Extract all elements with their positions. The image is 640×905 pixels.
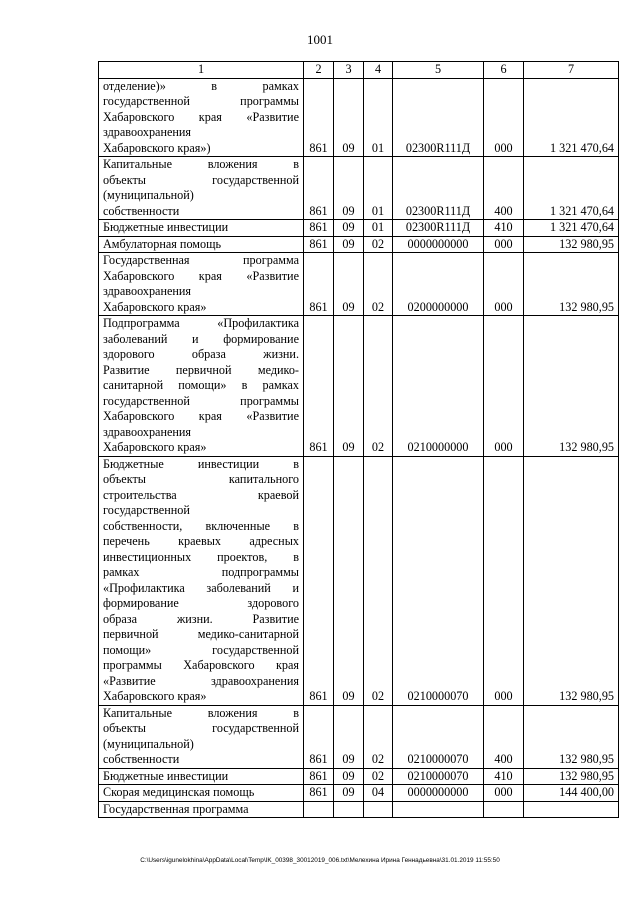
header-cell-2: 2: [304, 62, 334, 79]
item-name-line: отделение)» в рамках: [103, 78, 299, 93]
item-name-line: объекты государственной: [103, 172, 299, 187]
cell-amount: 1 321 470,64: [524, 78, 619, 157]
budget-table: [98, 61, 619, 818]
item-name-line: Бюджетные инвестиции: [103, 220, 229, 234]
cell-subsection: 01: [364, 157, 393, 220]
item-name-line: объекты государственной: [103, 721, 299, 735]
item-name-line: Капитальные вложения в: [103, 157, 299, 171]
cell-expense-type: 410: [484, 220, 524, 237]
table-row: [99, 801, 619, 818]
item-name-line: собственности: [103, 203, 180, 218]
cell-admin-code: 861: [304, 78, 334, 157]
cell-subsection: 02: [364, 456, 393, 705]
cell-amount: 132 980,95: [524, 253, 619, 316]
cell-section: 09: [334, 236, 364, 253]
cell-admin-code: 861: [304, 253, 334, 316]
cell-item-name: [99, 253, 304, 316]
cell-subsection: 01: [364, 220, 393, 237]
item-name-line: рамках подпрограммы: [103, 565, 299, 579]
cell-subsection: 02: [364, 768, 393, 785]
cell-subsection: 04: [364, 785, 393, 802]
cell-admin-code: 861: [304, 456, 334, 705]
item-name-line: собственности: [103, 752, 180, 766]
item-name-line: образа жизни. Развитие: [103, 611, 299, 626]
cell-expense-type: 400: [484, 157, 524, 220]
cell-expense-type: 000: [484, 253, 524, 316]
footer-file-path: C:\Users\igunelokhina\AppData\Local\Temp\IK_00398_30012019_006.txt\Мелехина Ирина Геннадьевна\31.01.2019 11:55:50: [140, 857, 500, 864]
cell-expense-type: 000: [484, 236, 524, 253]
cell-subsection: 02: [364, 236, 393, 253]
item-name-line: здорового образа жизни.: [103, 347, 299, 361]
table-row: [99, 157, 619, 220]
cell-section: 09: [334, 456, 364, 705]
cell-item-name: [99, 316, 304, 457]
table-row: [99, 768, 619, 785]
item-name-line: государственной программы: [103, 393, 299, 408]
cell-target-article: 0200000000: [393, 253, 484, 316]
cell-subsection: 02: [364, 705, 393, 768]
item-name-line: Хабаровского края «Развитие: [103, 268, 299, 283]
cell-target-article: 0210000070: [393, 705, 484, 768]
cell-amount: 132 980,95: [524, 705, 619, 768]
cell-target-article: 02300R111Д: [393, 157, 484, 220]
cell-subsection: 02: [364, 253, 393, 316]
cell-target-article: 02300R111Д: [393, 78, 484, 157]
item-name-line: здравоохранения: [103, 424, 192, 439]
cell-section: 09: [334, 157, 364, 220]
header-cell-3: 3: [334, 62, 364, 79]
item-name-line: Хабаровского края»: [103, 689, 207, 703]
item-name-line: Скорая медицинская помощь: [103, 785, 255, 799]
cell-admin-code: 861: [304, 768, 334, 785]
cell-target-article: 0210000070: [393, 768, 484, 785]
item-name-line: (муниципальной): [103, 188, 194, 202]
cell-admin-code: [304, 801, 334, 818]
table-row: [99, 220, 619, 237]
item-name-line: помощи» государственной: [103, 642, 299, 657]
item-name-line: Хабаровского края»: [103, 299, 207, 314]
item-name-line: Амбулаторная помощь: [103, 236, 222, 251]
cell-item-name: [99, 220, 304, 237]
item-name-line: программы Хабаровского края: [103, 658, 299, 672]
table-row: [99, 253, 619, 316]
cell-admin-code: 861: [304, 236, 334, 253]
cell-target-article: 0000000000: [393, 236, 484, 253]
cell-expense-type: 400: [484, 705, 524, 768]
item-name-line: (муниципальной): [103, 736, 194, 751]
cell-subsection: [364, 801, 393, 818]
header-cell-1: 1: [99, 62, 304, 79]
item-name-line: «Развитие здравоохранения: [103, 673, 299, 688]
cell-target-article: 02300R111Д: [393, 220, 484, 237]
cell-subsection: 01: [364, 78, 393, 157]
cell-item-name: [99, 801, 304, 818]
item-name-line: «Профилактика заболеваний и: [103, 580, 299, 595]
cell-section: 09: [334, 785, 364, 802]
item-name-line: государственной программы: [103, 94, 299, 108]
item-name-line: формирование здорового: [103, 596, 299, 610]
item-name-line: собственности, включенные в: [103, 518, 299, 533]
cell-expense-type: 000: [484, 456, 524, 705]
cell-admin-code: 861: [304, 785, 334, 802]
table-row: [99, 236, 619, 253]
item-name-line: строительства краевой: [103, 487, 299, 502]
cell-target-article: 0210000070: [393, 456, 484, 705]
item-name-line: объекты капитального: [103, 472, 299, 486]
cell-target-article: 0210000000: [393, 316, 484, 457]
cell-section: 09: [334, 253, 364, 316]
item-name-line: инвестиционных проектов, в: [103, 549, 299, 564]
table-row: [99, 785, 619, 802]
cell-item-name: [99, 785, 304, 802]
cell-amount: 132 980,95: [524, 768, 619, 785]
table-row: [99, 316, 619, 457]
cell-amount: 132 980,95: [524, 236, 619, 253]
item-name-line: Бюджетные инвестиции в: [103, 456, 299, 471]
item-name-line: Подпрограмма «Профилактика: [103, 316, 299, 330]
header-cell-6: 6: [484, 62, 524, 79]
item-name-line: Капитальные вложения в: [103, 705, 299, 720]
cell-expense-type: [484, 801, 524, 818]
cell-item-name: [99, 157, 304, 220]
cell-amount: [524, 801, 619, 818]
cell-section: 09: [334, 768, 364, 785]
header-cell-5: 5: [393, 62, 484, 79]
cell-section: [334, 801, 364, 818]
table-row: [99, 78, 619, 157]
table-body: [99, 62, 619, 818]
item-name-line: санитарной помощи» в рамках: [103, 378, 299, 392]
item-name-line: Бюджетные инвестиции: [103, 768, 229, 783]
item-name-line: Развитие первичной медико-: [103, 362, 299, 377]
cell-target-article: [393, 801, 484, 818]
item-name-line: здравоохранения: [103, 284, 192, 298]
cell-admin-code: 861: [304, 157, 334, 220]
cell-section: 09: [334, 705, 364, 768]
cell-item-name: [99, 768, 304, 785]
cell-item-name: [99, 456, 304, 705]
table-header-row: [99, 62, 619, 79]
cell-expense-type: 000: [484, 785, 524, 802]
item-name-line: первичной медико-санитарной: [103, 627, 299, 641]
item-name-line: здравоохранения: [103, 125, 192, 139]
item-name-line: Хабаровского края»): [103, 140, 211, 155]
header-cell-4: 4: [364, 62, 393, 79]
item-name-line: Государственная программа: [103, 801, 249, 816]
cell-subsection: 02: [364, 316, 393, 457]
cell-section: 09: [334, 316, 364, 457]
table-row: [99, 456, 619, 705]
cell-admin-code: 861: [304, 316, 334, 457]
cell-admin-code: 861: [304, 705, 334, 768]
cell-item-name: [99, 78, 304, 157]
cell-amount: 1 321 470,64: [524, 220, 619, 237]
cell-item-name: [99, 705, 304, 768]
item-name-line: заболеваний и формирование: [103, 331, 299, 346]
cell-section: 09: [334, 220, 364, 237]
item-name-line: Хабаровского края «Развитие: [103, 109, 299, 124]
table-row: [99, 705, 619, 768]
cell-expense-type: 410: [484, 768, 524, 785]
item-name-line: Хабаровского края «Развитие: [103, 409, 299, 423]
cell-amount: 1 321 470,64: [524, 157, 619, 220]
page-number: 1001: [307, 32, 333, 47]
cell-amount: 132 980,95: [524, 456, 619, 705]
cell-amount: 132 980,95: [524, 316, 619, 457]
cell-amount: 144 400,00: [524, 785, 619, 802]
header-cell-7: 7: [524, 62, 619, 79]
cell-section: 09: [334, 78, 364, 157]
cell-admin-code: 861: [304, 220, 334, 237]
cell-item-name: [99, 236, 304, 253]
cell-target-article: 0000000000: [393, 785, 484, 802]
cell-expense-type: 000: [484, 78, 524, 157]
item-name-line: Хабаровского края»: [103, 440, 207, 454]
item-name-line: перечень краевых адресных: [103, 534, 299, 548]
item-name-line: государственной: [103, 503, 190, 517]
item-name-line: Государственная программа: [103, 253, 299, 267]
cell-expense-type: 000: [484, 316, 524, 457]
